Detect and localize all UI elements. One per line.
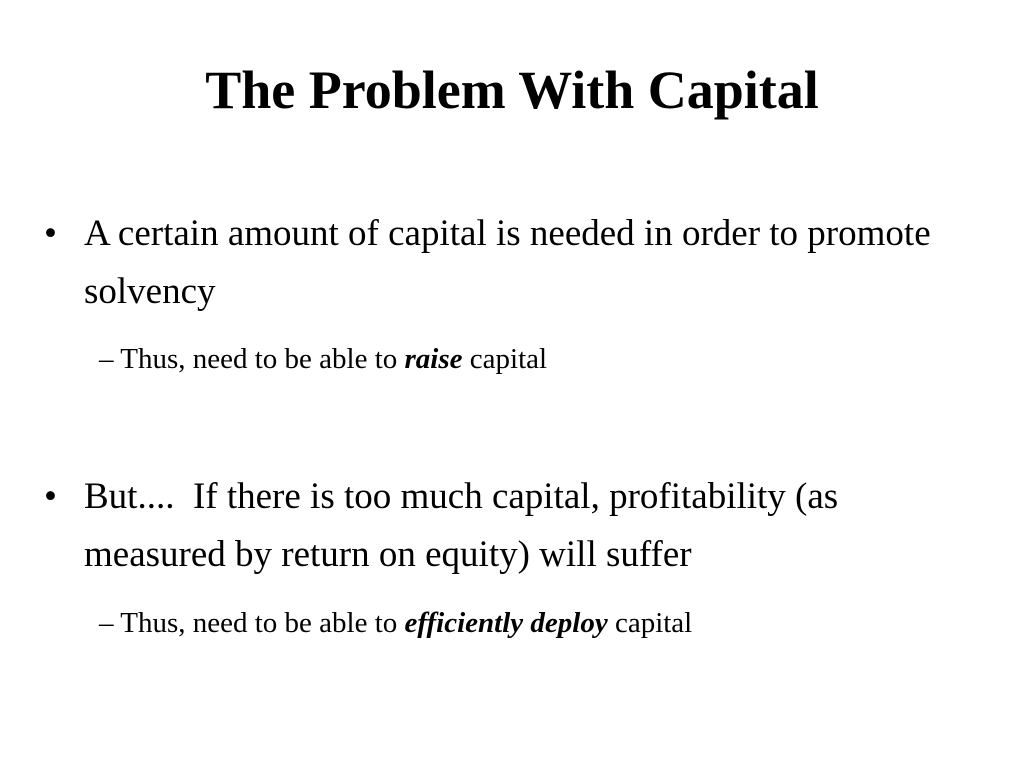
sub-bullet-emphasis: efficiently deploy xyxy=(404,607,608,639)
sub-bullet-item xyxy=(99,339,999,379)
sub-bullet-marker: – xyxy=(99,607,114,639)
bullet-marker: • xyxy=(44,213,57,254)
sub-bullet-prefix: Thus, need to be able to xyxy=(120,607,398,639)
bullet-item xyxy=(40,468,980,584)
slide-title: The Problem With Capital xyxy=(205,60,819,120)
sub-bullet-item xyxy=(99,603,999,643)
bullet-marker: • xyxy=(44,476,57,517)
sub-bullet-marker: – xyxy=(99,343,114,375)
sub-bullet-suffix: capital xyxy=(614,607,693,639)
bullet-item xyxy=(40,205,980,321)
sub-bullet-prefix: Thus, need to be able to xyxy=(120,343,398,375)
sub-bullet-emphasis: raise xyxy=(404,343,463,375)
bullet-text: A certain amount of capital is needed in order to promote solvency xyxy=(84,213,931,312)
bullet-text: But.... If there is too much capital, profitability (as measured by return on equity) will suffer xyxy=(84,476,848,575)
sub-bullet-suffix: capital xyxy=(469,343,548,375)
